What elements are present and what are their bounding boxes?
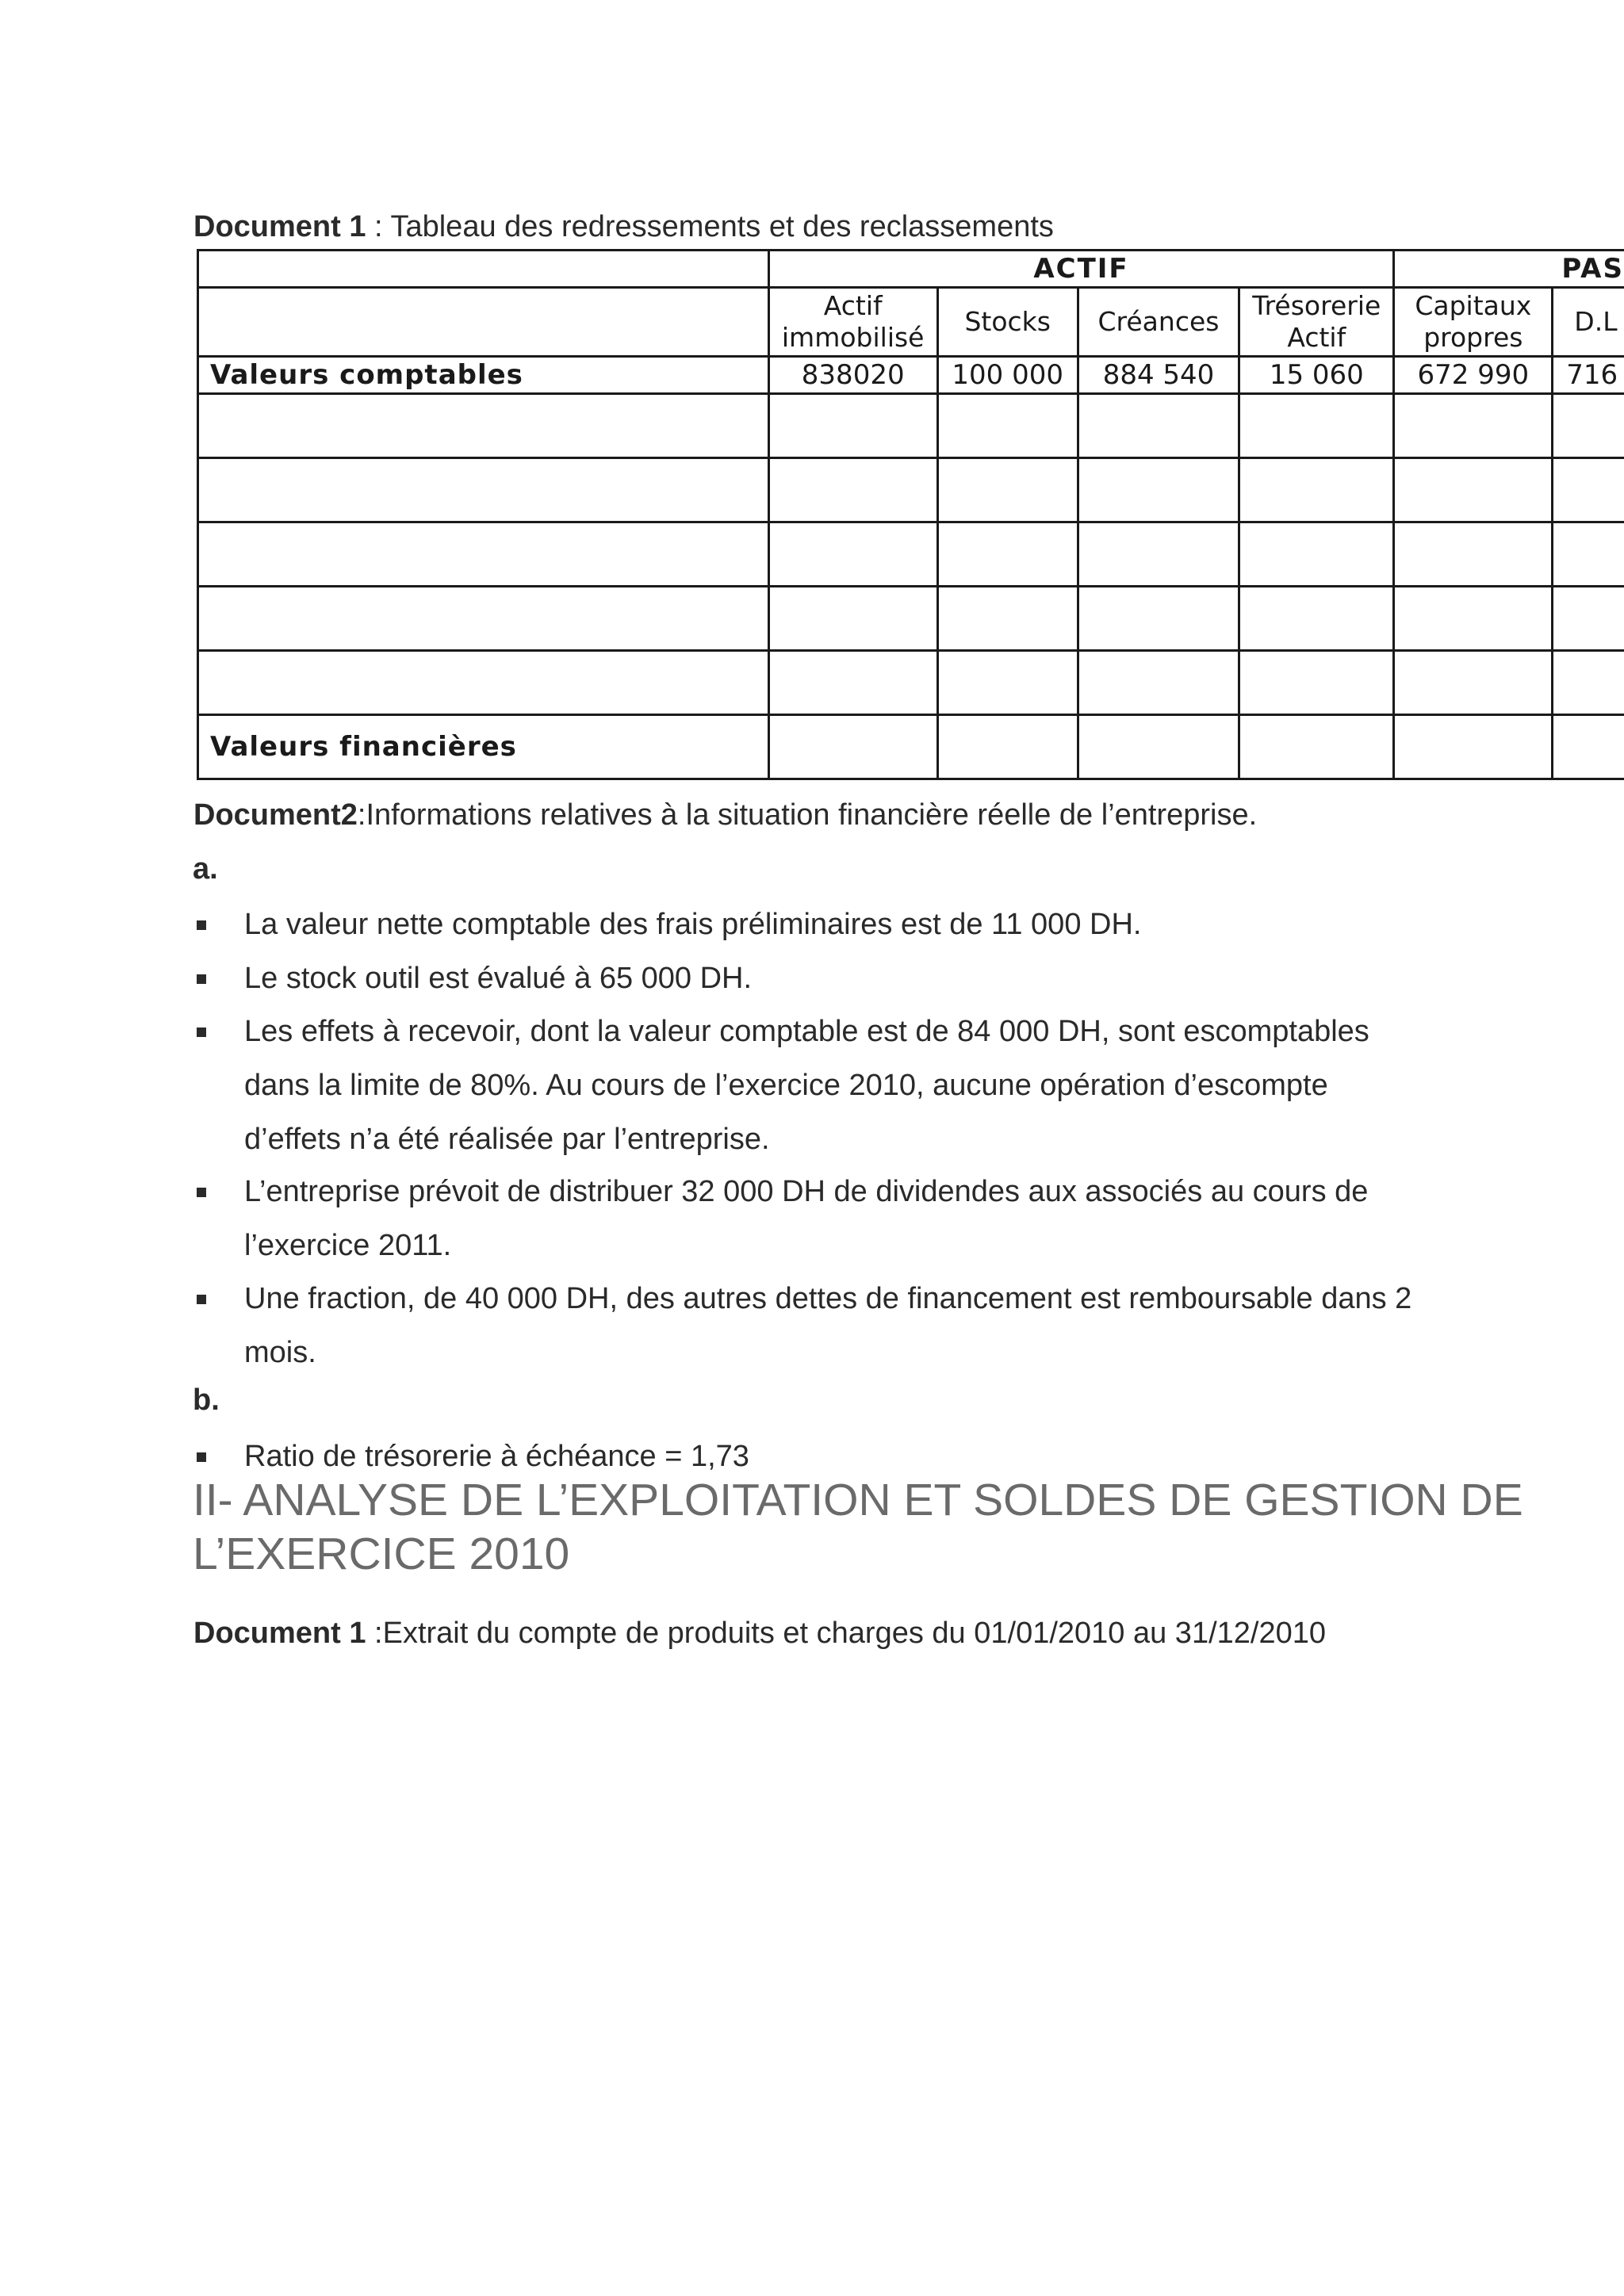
table-cell xyxy=(937,458,1078,522)
document-1-caption xyxy=(193,209,1054,244)
table-cell xyxy=(937,651,1078,715)
table-cell xyxy=(198,458,769,522)
table-cell xyxy=(768,458,937,522)
table-cell xyxy=(1078,715,1239,779)
table-cell xyxy=(937,587,1078,651)
table-cell xyxy=(1078,651,1239,715)
table-cell xyxy=(198,394,769,458)
table-cell xyxy=(1394,715,1553,779)
actif-group-header: ACTIF xyxy=(768,251,1394,288)
list-item-text: Ratio de trésorerie à échéance = 1,73 xyxy=(244,1440,749,1473)
table-cell xyxy=(1239,587,1394,651)
table-cell xyxy=(1078,522,1239,587)
section-2-heading: II- ANALYSE DE L’EXPLOITATION ET SOLDES DE GESTION DE L’EXERCICE 2010 xyxy=(193,1475,1523,1579)
table-cell xyxy=(1239,715,1394,779)
bullet-marker-icon xyxy=(197,1295,206,1304)
list-item-text: Le stock outil est évalué à 65 000 DH. xyxy=(244,962,753,995)
cell-capitaux-propres: 672 990 xyxy=(1394,357,1553,394)
list-item xyxy=(197,1165,1426,1272)
table-cell xyxy=(1239,651,1394,715)
table-cell xyxy=(1553,394,1624,458)
table-cell xyxy=(937,394,1078,458)
table-cell xyxy=(1394,587,1553,651)
header-dl: D.L xyxy=(1553,288,1624,357)
bullet-marker-icon xyxy=(197,1188,206,1197)
table-row xyxy=(198,394,1624,458)
header-creances: Créances xyxy=(1078,288,1239,357)
document-2-label: Document2 xyxy=(193,798,358,832)
table-cell xyxy=(768,651,937,715)
table-row-valeurs-comptables xyxy=(198,357,1624,394)
table-row xyxy=(198,522,1624,587)
table-cell xyxy=(1553,458,1624,522)
header-actif-immobilise: Actif immobilisé xyxy=(768,288,937,357)
table-row xyxy=(198,587,1624,651)
section-a-label: a. xyxy=(193,852,218,886)
table-cell xyxy=(1078,587,1239,651)
table-cell xyxy=(937,715,1078,779)
table-cell xyxy=(1394,394,1553,458)
table-cell xyxy=(1553,522,1624,587)
table-cell xyxy=(768,522,937,587)
bullet-marker-icon xyxy=(197,1027,206,1037)
table-column-header-row xyxy=(198,288,1624,357)
table-cell xyxy=(1394,651,1553,715)
table-cell xyxy=(198,587,769,651)
list-item-text: Les effets à recevoir, dont la valeur comptable est de 84 000 DH, sont escomptables dans la limite de 80%. Au cours de l’exercice 2010, aucune opération d’escompte d’effets n’a été réalisée par l’entreprise. xyxy=(244,1015,1369,1156)
table-corner-cell xyxy=(198,251,769,288)
redressements-table xyxy=(197,249,1624,780)
table-cell xyxy=(1239,458,1394,522)
cell-actif-immobilise: 838020 xyxy=(768,357,937,394)
table-cell xyxy=(768,394,937,458)
document-1-label: Document 1 xyxy=(193,210,366,243)
bullet-marker-icon xyxy=(197,974,206,984)
list-item-text: Une fraction, de 40 000 DH, des autres dettes de financement est remboursable dans 2 mois. xyxy=(244,1282,1412,1369)
table-cell xyxy=(937,522,1078,587)
table-cell xyxy=(1239,394,1394,458)
document-3-caption xyxy=(193,1616,1326,1651)
table-cell xyxy=(1394,522,1553,587)
section-b-label: b. xyxy=(193,1383,220,1417)
document-3-title: :Extrait du compte de produits et charges du 01/01/2010 au 31/12/2010 xyxy=(366,1617,1326,1650)
list-item xyxy=(197,951,1465,1005)
table-row xyxy=(198,458,1624,522)
header-capitaux-propres: Capitaux propres xyxy=(1394,288,1553,357)
cell-tresorerie-actif: 15 060 xyxy=(1239,357,1394,394)
table-cell xyxy=(1553,587,1624,651)
header-stocks: Stocks xyxy=(937,288,1078,357)
table-cell xyxy=(1553,715,1624,779)
header-tresorerie-actif: Trésorerie Actif xyxy=(1239,288,1394,357)
table-cell xyxy=(1239,522,1394,587)
document-3-label: Document 1 xyxy=(193,1617,366,1650)
table-cell xyxy=(768,587,937,651)
passif-group-header: PAS xyxy=(1394,251,1624,288)
table-row xyxy=(198,651,1624,715)
list-item xyxy=(197,897,1465,951)
table-cell xyxy=(768,715,937,779)
table-label-header-cell xyxy=(198,288,769,357)
cell-stocks: 100 000 xyxy=(937,357,1078,394)
cell-dl: 716 xyxy=(1553,357,1624,394)
list-item-text: La valeur nette comptable des frais préliminaires est de 11 000 DH. xyxy=(244,908,1142,941)
table-cell xyxy=(1394,458,1553,522)
table-cell xyxy=(1553,651,1624,715)
table-row-valeurs-financieres xyxy=(198,715,1624,779)
table-cell xyxy=(198,522,769,587)
document-2-title: :Informations relatives à la situation financière réelle de l’entreprise. xyxy=(357,798,1258,832)
row-label-valeurs-financieres: Valeurs financières xyxy=(198,715,769,779)
list-item-text: L’entreprise prévoit de distribuer 32 000 DH de dividendes aux associés au cours de l’exercice 2011. xyxy=(244,1175,1369,1262)
row-label-valeurs-comptables: Valeurs comptables xyxy=(198,357,769,394)
list-item xyxy=(197,1272,1434,1380)
document-2-caption xyxy=(193,798,1257,832)
table-cell xyxy=(1078,458,1239,522)
cell-creances: 884 540 xyxy=(1078,357,1239,394)
bullet-marker-icon xyxy=(197,920,206,930)
bullet-marker-icon xyxy=(197,1452,206,1462)
list-item xyxy=(197,1004,1426,1166)
table-cell xyxy=(198,651,769,715)
document-1-title: : Tableau des redressements et des reclassements xyxy=(366,210,1054,243)
table-group-header-row xyxy=(198,251,1624,288)
table-cell xyxy=(1078,394,1239,458)
